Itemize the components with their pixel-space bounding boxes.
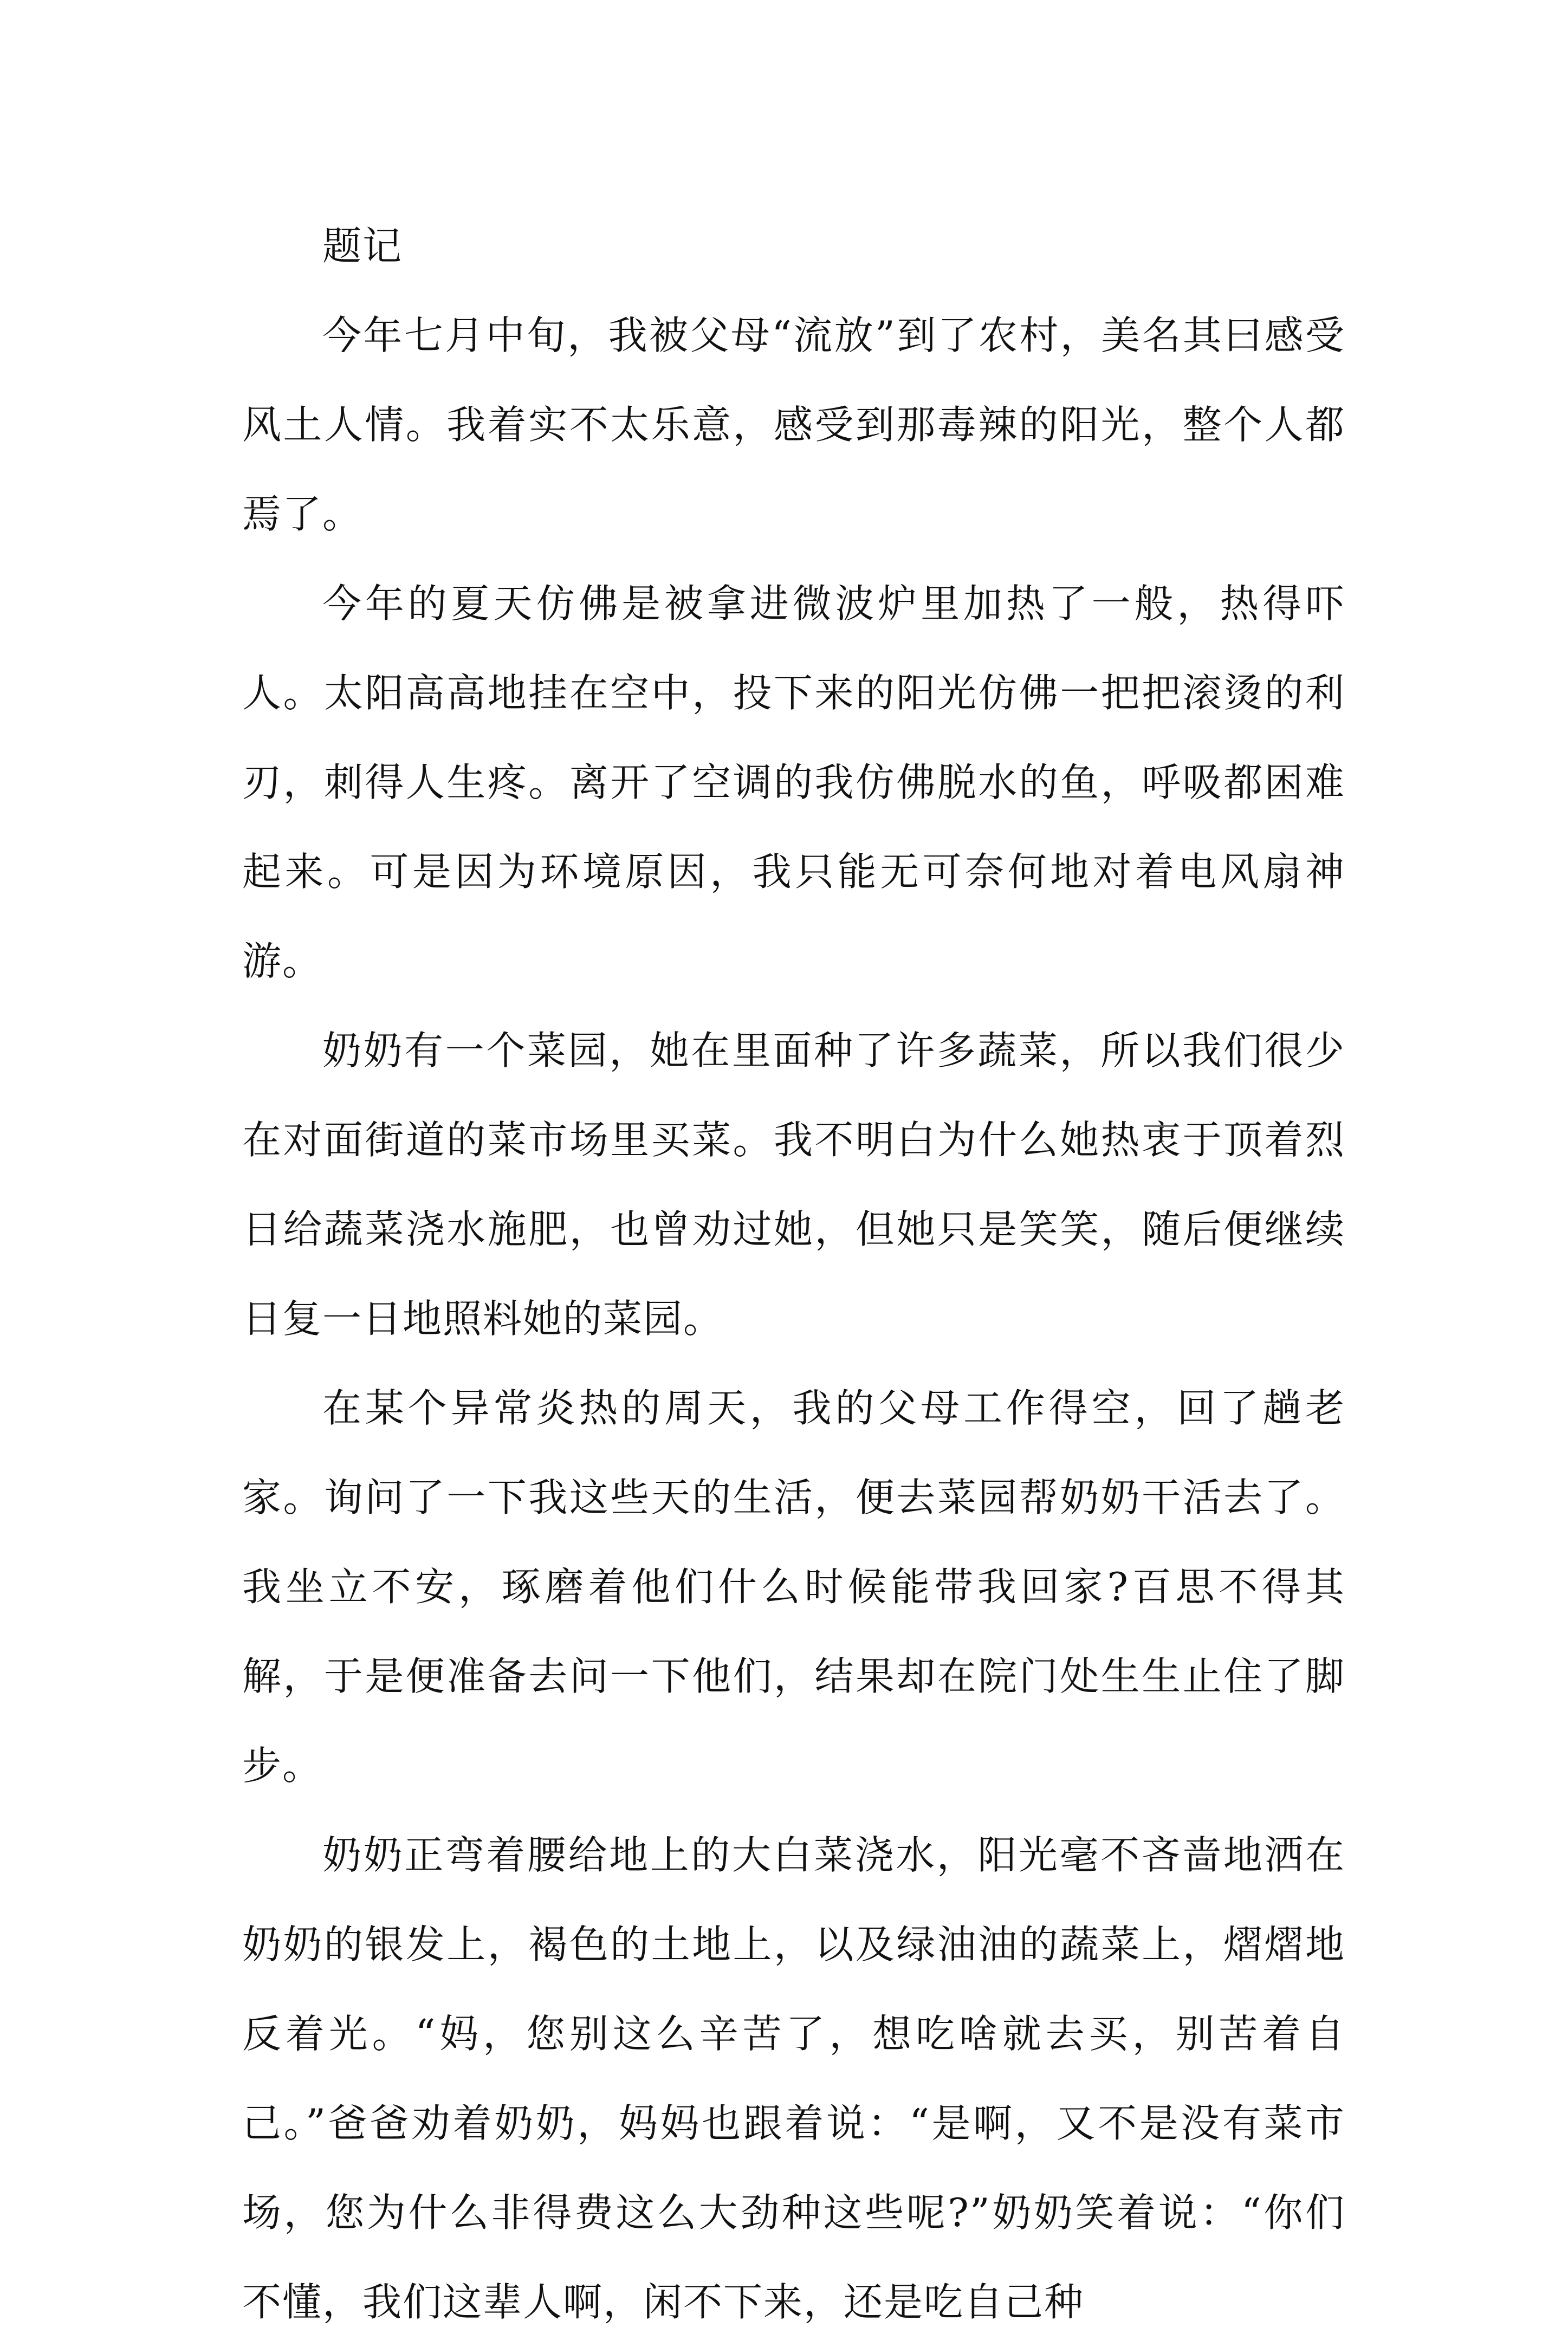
paragraph-4: 在某个异常炎热的周天，我的父母工作得空，回了趟老家。询问了一下我这些天的生活，便去菜园帮奶奶干活去了。我坐立不安，琢磨着他们什么时候能带我回家?百思不得其解，于是便准备去问一下他们，结果却在院门处生生止住了脚步。	[242, 1385, 1345, 1788]
document-title: 题记	[322, 223, 403, 269]
paragraph-5: 奶奶正弯着腰给地上的大白菜浇水，阳光毫不吝啬地洒在奶奶的银发上，褐色的土地上，以及绿油油的蔬菜上，熠熠地反着光。“妈，您别这么辛苦了，想吃啥就去买，别苦着自己。”爸爸劝着奶奶，妈妈也跟着说：“是啊，又不是没有菜市场，您为什么非得费这么大劲种这些呢?”奶奶笑着说：“你们不懂，我们这辈人啊，闲不下来，还是吃自己种	[242, 1832, 1345, 2325]
paragraph-1: 今年七月中旬，我被父母“流放”到了农村，美名其曰感受风土人情。我着实不太乐意，感受到那毒辣的阳光，整个人都焉了。	[242, 313, 1345, 537]
paragraph-3: 奶奶有一个菜园，她在里面种了许多蔬菜，所以我们很少在对面街道的菜市场里买菜。我不明白为什么她热衷于顶着烈日给蔬菜浇水施肥，也曾劝过她，但她只是笑笑，随后便继续日复一日地照料她的菜园。	[242, 1028, 1345, 1341]
document-body	[242, 202, 1345, 2347]
paragraph-2: 今年的夏天仿佛是被拿进微波炉里加热了一般，热得吓人。太阳高高地挂在空中，投下来的阳光仿佛一把把滚烫的利刃，刺得人生疼。离开了空调的我仿佛脱水的鱼，呼吸都困难起来。可是因为环境原因，我只能无可奈何地对着电风扇神游。	[242, 581, 1345, 984]
